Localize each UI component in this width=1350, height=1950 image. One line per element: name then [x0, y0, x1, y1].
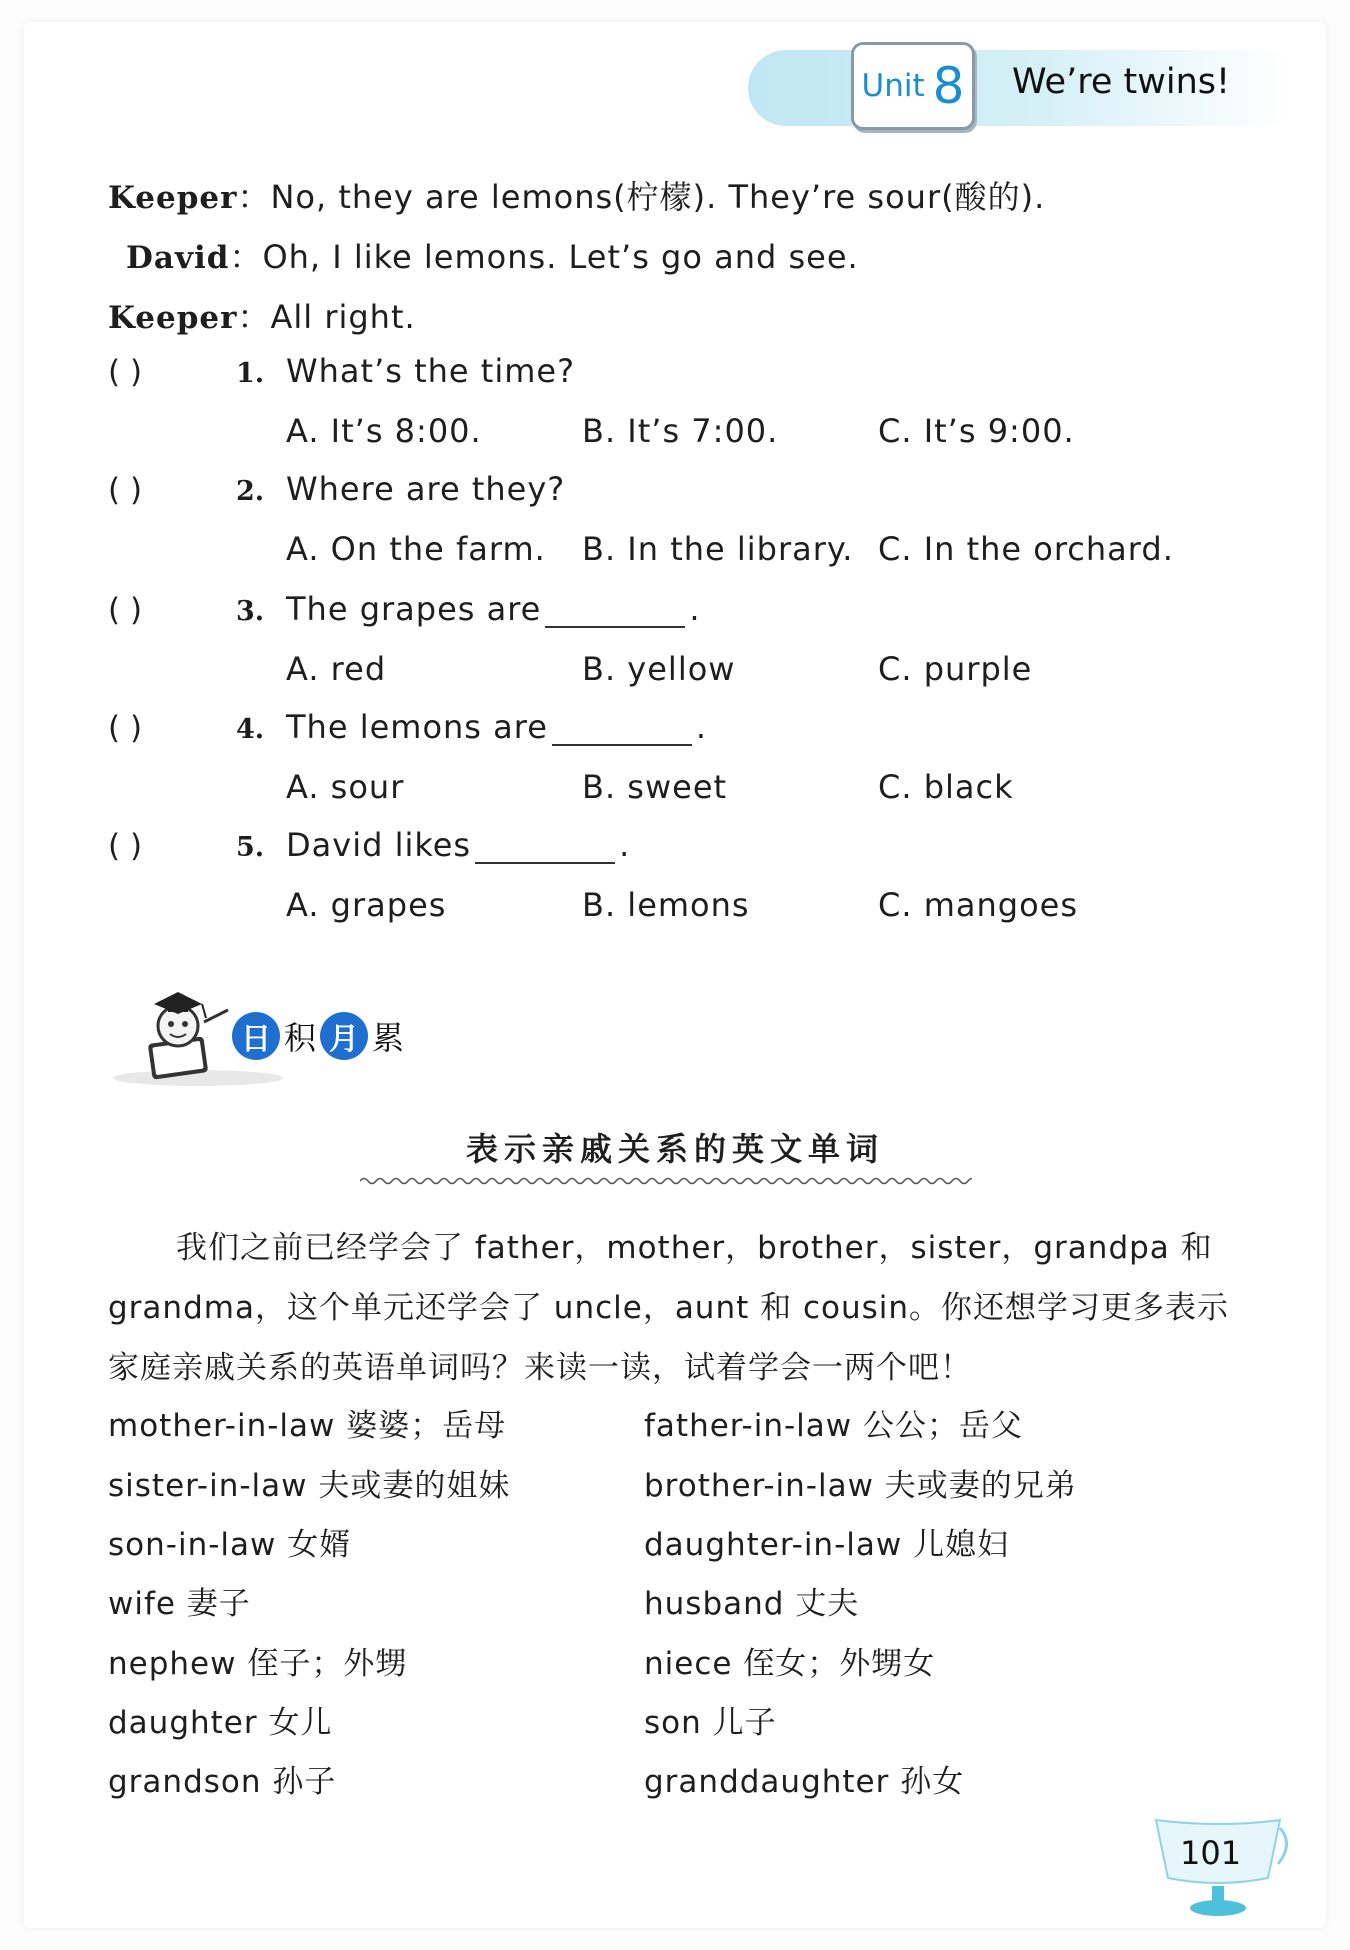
fill-in-blank[interactable] [475, 832, 615, 864]
vocab-item: daughter-in-law 儿媳妇 [644, 1527, 1010, 1563]
option-b: B. sweet [582, 768, 728, 806]
vocab-item: brother-in-law 夫或妻的兄弟 [644, 1468, 1077, 1504]
unit-word: Unit [861, 68, 925, 104]
question-text: David likes [286, 826, 472, 864]
dialogue-text: Oh, I like lemons. Let’s go and see. [262, 238, 859, 276]
answer-parentheses[interactable]: ( ) [108, 828, 143, 864]
question-number: 3. [236, 596, 265, 627]
unit-badge [851, 42, 975, 130]
answer-parentheses[interactable]: ( ) [108, 354, 143, 390]
option-b: B. yellow [582, 650, 736, 688]
unit-title: We’re twins! [1012, 62, 1231, 102]
paragraph-text: 我们之前已经学会了 father，mother，brother，sister，grandpa 和 grandma，这个单元还学会了 uncle，aunt 和 cousin。你还想学习更多表示家庭亲戚关系的英语单词吗？来读一读，试着学会一两个吧！ [108, 1230, 1230, 1386]
question-text: The grapes are [286, 590, 542, 628]
dialogue-text: No, they are lemons(柠檬). They’re sour(酸的). [270, 178, 1046, 216]
dialogue-line-2 [126, 232, 859, 278]
logo-char-circle: 月 [320, 1012, 368, 1060]
question-text: What’s the time? [286, 352, 576, 390]
question-number: 2. [236, 476, 265, 507]
option-a: A. red [286, 650, 387, 688]
wavy-underline [360, 1174, 972, 1188]
vocab-item: nephew 侄子；外甥 [108, 1646, 408, 1682]
speaker-name: Keeper [108, 180, 238, 216]
vocab-item: niece 侄女；外甥女 [644, 1646, 936, 1682]
question-period: . [619, 826, 631, 864]
option-b: B. lemons [582, 886, 750, 924]
question-line [286, 826, 630, 864]
speaker-name: Keeper [108, 300, 238, 336]
answer-parentheses[interactable]: ( ) [108, 710, 143, 746]
fill-in-blank[interactable] [545, 596, 685, 628]
option-b: B. In the library. [582, 530, 854, 568]
dialogue-line-1 [108, 172, 1045, 218]
question-number: 1. [236, 358, 265, 389]
section-logo-title [232, 1012, 408, 1060]
question-text: Where are they? [286, 470, 566, 508]
vocab-item: sister-in-law 夫或妻的姐妹 [108, 1468, 511, 1504]
dialogue-line-3 [108, 292, 416, 338]
question-number: 5. [236, 832, 265, 863]
vocab-item: mother-in-law 婆婆；岳母 [108, 1408, 507, 1444]
option-c: C. In the orchard. [878, 530, 1174, 568]
speaker-name: David [126, 240, 230, 276]
vocab-item: grandson 孙子 [108, 1764, 337, 1800]
vocab-item: husband 丈夫 [644, 1586, 860, 1622]
section-heading: 表示亲戚关系的英文单词 [465, 1130, 884, 1168]
option-a: A. grapes [286, 886, 447, 924]
vocab-item: son-in-law 女婿 [108, 1527, 352, 1563]
option-a: A. On the farm. [286, 530, 546, 568]
logo-char-circle: 日 [232, 1012, 280, 1060]
option-a: A. It’s 8:00. [286, 412, 482, 450]
option-c: C. black [878, 768, 1014, 806]
vocab-item: father-in-law 公公；岳父 [644, 1408, 1023, 1444]
option-b: B. It’s 7:00. [582, 412, 779, 450]
fill-in-blank[interactable] [552, 714, 692, 746]
question-line [286, 590, 701, 628]
answer-parentheses[interactable]: ( ) [108, 592, 143, 628]
intro-paragraph [108, 1218, 1238, 1398]
vocab-item: daughter 女儿 [108, 1705, 333, 1741]
vocab-item: granddaughter 孙女 [644, 1764, 965, 1800]
option-c: C. purple [878, 650, 1033, 688]
logo-char: 积 [284, 1019, 317, 1057]
option-a: A. sour [286, 768, 405, 806]
question-text: The lemons are [286, 708, 548, 746]
option-c: C. It’s 9:00. [878, 412, 1075, 450]
question-number: 4. [236, 714, 265, 745]
question-period: . [689, 590, 701, 628]
vocab-item: wife 妻子 [108, 1586, 251, 1622]
speaker-separator: ： [237, 298, 271, 336]
speaker-separator: ： [237, 178, 271, 216]
page-number: 101 [1180, 1834, 1242, 1872]
logo-char: 累 [372, 1019, 405, 1057]
unit-number: 8 [932, 57, 965, 115]
answer-parentheses[interactable]: ( ) [108, 472, 143, 508]
question-period: . [695, 708, 708, 746]
dialogue-text: All right. [270, 298, 416, 336]
speaker-separator: ： [229, 238, 263, 276]
option-c: C. mangoes [878, 886, 1078, 924]
question-line [286, 708, 707, 746]
vocab-item: son 儿子 [644, 1705, 777, 1741]
